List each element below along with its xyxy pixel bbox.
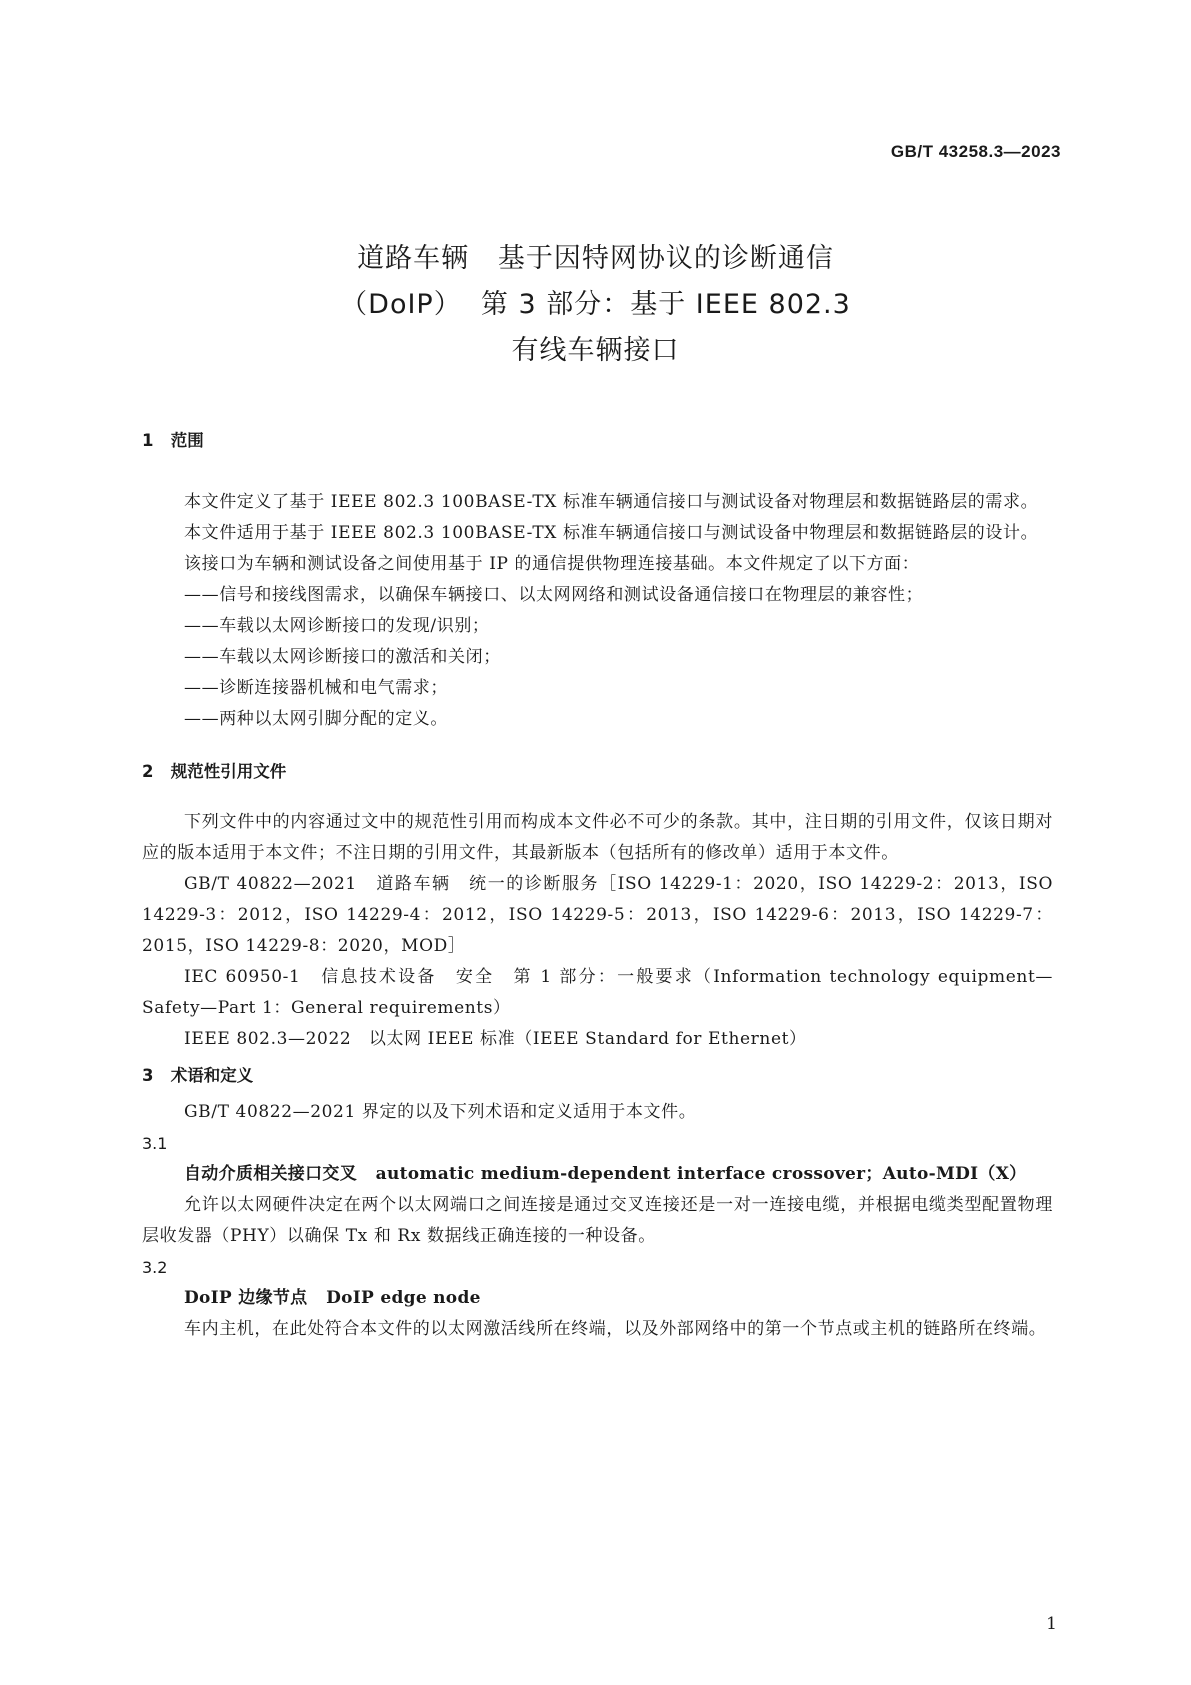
section-1-paragraph-3: 该接口为车辆和测试设备之间使用基于 IP 的通信提供物理连接基础。本文件规定了以下方面：: [184, 554, 920, 574]
term-3-1-definition: 允许以太网硬件决定在两个以太网端口之间连接是通过交叉连接还是一对一连接电缆，并根据电缆类型配置物理层收发器（PHY）以确保 Tx 和 Rx 数据线正确连接的一种设备。: [142, 1195, 1053, 1246]
scope-list-item: ——信号和接线图需求，以确保车辆接口、以太网网络和测试设备通信接口在物理层的兼容性；: [184, 585, 924, 605]
section-1-paragraph-1: 本文件定义了基于 IEEE 802.3 100BASE-TX 标准车辆通信接口与测试设备对物理层和数据链路层的需求。: [184, 492, 1039, 512]
term-3-1-title: 自动介质相关接口交叉 automatic medium-dependent interface crossover；Auto-MDI（X）: [184, 1164, 1027, 1184]
scope-list-item: ——车载以太网诊断接口的发现/识别；: [184, 616, 490, 636]
page-number: 1: [1046, 1614, 1057, 1634]
title-line-1: 道路车辆 基于因特网协议的诊断通信: [357, 243, 834, 274]
section-1-heading: 1 范围: [142, 431, 204, 450]
document-body: [142, 425, 1053, 1345]
term-3-2-title: DoIP 边缘节点 DoIP edge node: [184, 1288, 481, 1308]
section-1-paragraph-2: 本文件适用于基于 IEEE 802.3 100BASE-TX 标准车辆通信接口与测试设备中物理层和数据链路层的设计。: [184, 523, 1039, 543]
section-2-paragraph-1: 下列文件中的内容通过文中的规范性引用而构成本文件必不可少的条款。其中，注日期的引用文件，仅该日期对应的版本适用于本文件；不注日期的引用文件，其最新版本（包括所有的修改单）适用于本文件。: [142, 812, 1053, 863]
scope-list-item: ——两种以太网引脚分配的定义。: [184, 709, 448, 729]
document-title: [0, 236, 1191, 374]
normative-reference-gbt40822: GB/T 40822—2021 道路车辆 统一的诊断服务［ISO 14229-1：2020，ISO 14229-2：2013，ISO 14229-3：2012，ISO 14229-4：2012，ISO 14229-5：2013，ISO 14229-6：2013，ISO 14229-7：2015，ISO 14229-8：2020，MOD］: [142, 874, 1053, 956]
scope-list-item: ——诊断连接器机械和电气需求；: [184, 678, 448, 698]
normative-reference-ieee8023: IEEE 802.3—2022 以太网 IEEE 标准（IEEE Standard for Ethernet）: [184, 1029, 807, 1049]
section-3-heading: 3 术语和定义: [142, 1066, 254, 1085]
title-line-2: （DoIP） 第 3 部分：基于 IEEE 802.3: [340, 289, 851, 320]
normative-reference-iec60950: IEC 60950-1 信息技术设备 安全 第 1 部分：一般要求（Information technology equipment—Safety—Part 1：General requirements）: [142, 967, 1053, 1018]
standard-number: GB/T 43258.3—2023: [890, 142, 1061, 161]
title-line-3: 有线车辆接口: [511, 335, 680, 366]
term-3-2-number: 3.2: [142, 1258, 168, 1277]
term-3-2-definition: 车内主机，在此处符合本文件的以太网激活线所在终端，以及外部网络中的第一个节点或主机的链路所在终端。: [184, 1319, 1047, 1339]
section-2-heading: 2 规范性引用文件: [142, 762, 287, 781]
scope-list-item: ——车载以太网诊断接口的激活和关闭；: [184, 647, 501, 667]
term-3-1-number: 3.1: [142, 1134, 168, 1153]
section-3-paragraph-1: GB/T 40822—2021 界定的以及下列术语和定义适用于本文件。: [184, 1102, 697, 1122]
